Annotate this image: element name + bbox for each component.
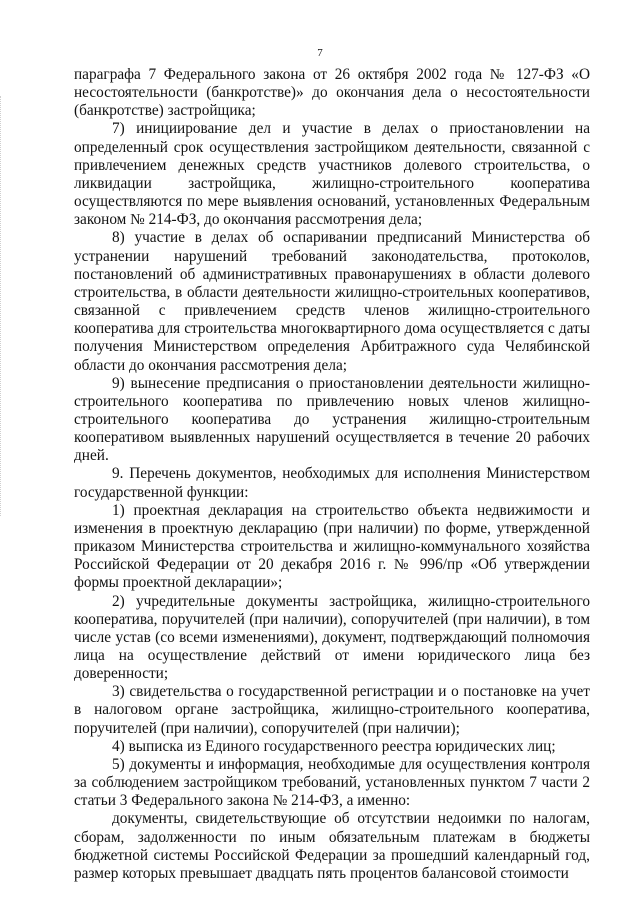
document-item-4: 4) выписка из Единого государственного реестра юридических лиц;: [112, 737, 556, 755]
page-number: 7: [317, 47, 323, 59]
list-item-8: 8) участие в делах об оспаривании предписаний Министерства об устранении нарушений требований законодательства, протоколов, постановлений об административных правонарушениях в области долевого строительства, в области деятельности жилищно-строительных кооперативов, связанной с привлечением средств членов жилищно-строительного кооператива для строительства многоквартирного дома осуществляется с даты получения Министерством определения Арбитражного суда Челябинской области до окончания рассмотрения дела;: [74, 229, 590, 374]
list-item-9: 9) вынесение предписания о приостановлении деятельности жилищно-строительного кооператива по привлечению новых членов жилищно-строительного кооператива до устранения жилищно-строительным кооперативом выявленных нарушений осуществляется в течение 20 рабочих дней.: [74, 374, 590, 465]
document-item-2: 2) учредительные документы застройщика, жилищно-строительного кооператива, поручителей (при наличии), сопоручителей (при наличии), в том числе устав (со всеми изменениями), документ, подтверждающий полномочия лица на осуществление действий от имени юридического лица без доверенности;: [74, 592, 590, 683]
document-item-1: 1) проектная декларация на строительство объекта недвижимости и изменения в проектную декларацию (при наличии) по форме, утвержденной приказом Министерства строительства и жилищно-коммунального хозяйства Российской Федерации от 20 декабря 2016 г. № 996/пр «Об утверждении формы проектной декларации»;: [74, 501, 590, 592]
document-item-3: 3) свидетельства о государственной регистрации и о постановке на учет в налоговом органе застройщика, жилищно-строительного кооператива, поручителей (при наличии), сопоручителей (при наличии);: [74, 683, 590, 737]
paragraph-continuation: параграфа 7 Федерального закона от 26 октября 2002 года № 127-ФЗ «О несостоятельности (банкротстве)» до окончания дела о несостоятельности (банкротстве) застройщика;: [74, 66, 590, 120]
section-9-heading: 9. Перечень документов, необходимых для исполнения Министерством государственной функции:: [74, 465, 590, 501]
document-body: [74, 66, 590, 883]
document-item-5-detail: документы, свидетельствующие об отсутствии недоимки по налогам, сборам, задолженности по иным обязательным платежам в бюджеты бюджетной системы Российской Федерации за прошедший календарный год, размер которых превышает двадцать пять процентов балансовой стоимости: [74, 810, 590, 882]
document-item-5: 5) документы и информация, необходимые для осуществления контроля за соблюдением застройщиком требований, установленных пунктом 7 части 2 статьи 3 Федерального закона № 214-ФЗ, а именно:: [74, 755, 590, 810]
list-item-7: 7) инициирование дел и участие в делах о приостановлении на определенный срок осуществления застройщиком деятельности, связанной с привлечением денежных средств участников долевого строительства, о ликвидации застройщика, жилищно-строительного кооператива осуществляются по мере выявления оснований, установленных Федеральным законом № 214-ФЗ, до окончания рассмотрения дела;: [74, 120, 590, 229]
binding-edge-marks: [0, 96, 4, 516]
